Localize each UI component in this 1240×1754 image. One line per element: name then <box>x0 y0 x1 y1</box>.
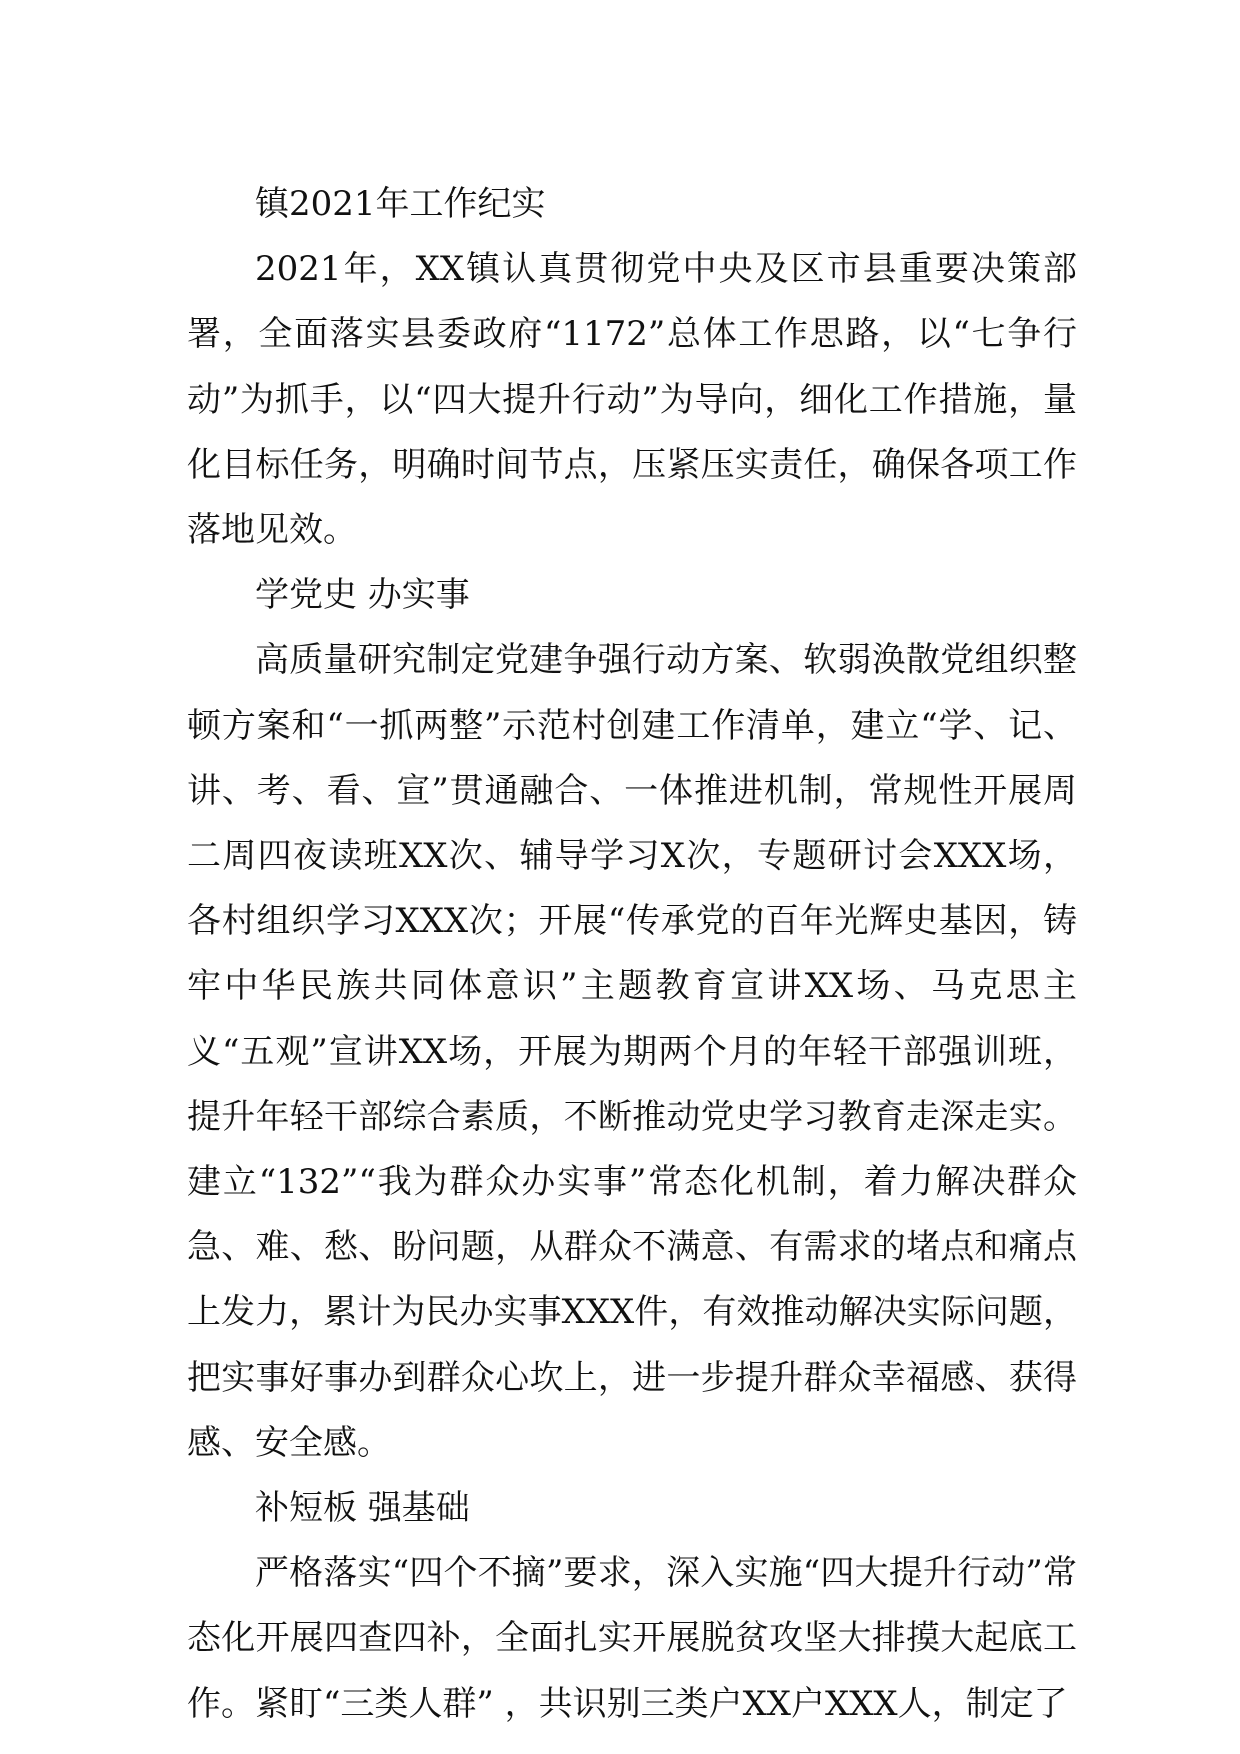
section-body-strengthen-foundation: 严格落实“四个不摘”要求，深入实施“四大提升行动”常态化开展四查四补，全面扎实开展脱贫攻坚大排摸大起底工作。紧盯“三类人群” ，共识别三类户XX户XXX人，制定了 <box>187 1553 1077 1724</box>
document-body <box>187 172 1077 1737</box>
section-body-study-party-history: 高质量研究制定党建争强行动方案、软弱涣散党组织整顿方案和“一抓两整”示范村创建工作清单，建立“学、记、讲、考、看、宣”贯通融合、一体推进机制，常规性开展周二周四夜读班XX次、辅导学习X次，专题研讨会XXX场，各村组织学习XXX次；开展“传承党的百年光辉史基因，铸牢中华民族共同体意识”主题教育宣讲XX场、马克思主义“五观”宣讲XX场，开展为期两个月的年轻干部强训班，提升年轻干部综合素质，不断推动党史学习教育走深走实。建立“132”“我为群众办实事”常态化机制，着力解决群众急、难、愁、盼问题，从群众不满意、有需求的堵点和痛点上发力，累计为民办实事XXX件，有效推动解决实际问题，把实事好事办到群众心坎上，进一步提升群众幸福感、获得感、安全感。 <box>187 640 1077 1463</box>
intro-paragraph: 2021年，XX镇认真贯彻党中央及区市县重要决策部署，全面落实县委政府“1172”总体工作思路，以“七争行动”为抓手，以“四大提升行动”为导向，细化工作措施，量化目标任务，明确时间节点，压紧压实责任，确保各项工作落地见效。 <box>187 249 1077 551</box>
section-heading-study-party-history: 学党史 办实事 <box>255 575 470 616</box>
document-title: 镇2021年工作纪实 <box>255 184 546 224</box>
section-heading-strengthen-foundation: 补短板 强基础 <box>255 1488 470 1529</box>
